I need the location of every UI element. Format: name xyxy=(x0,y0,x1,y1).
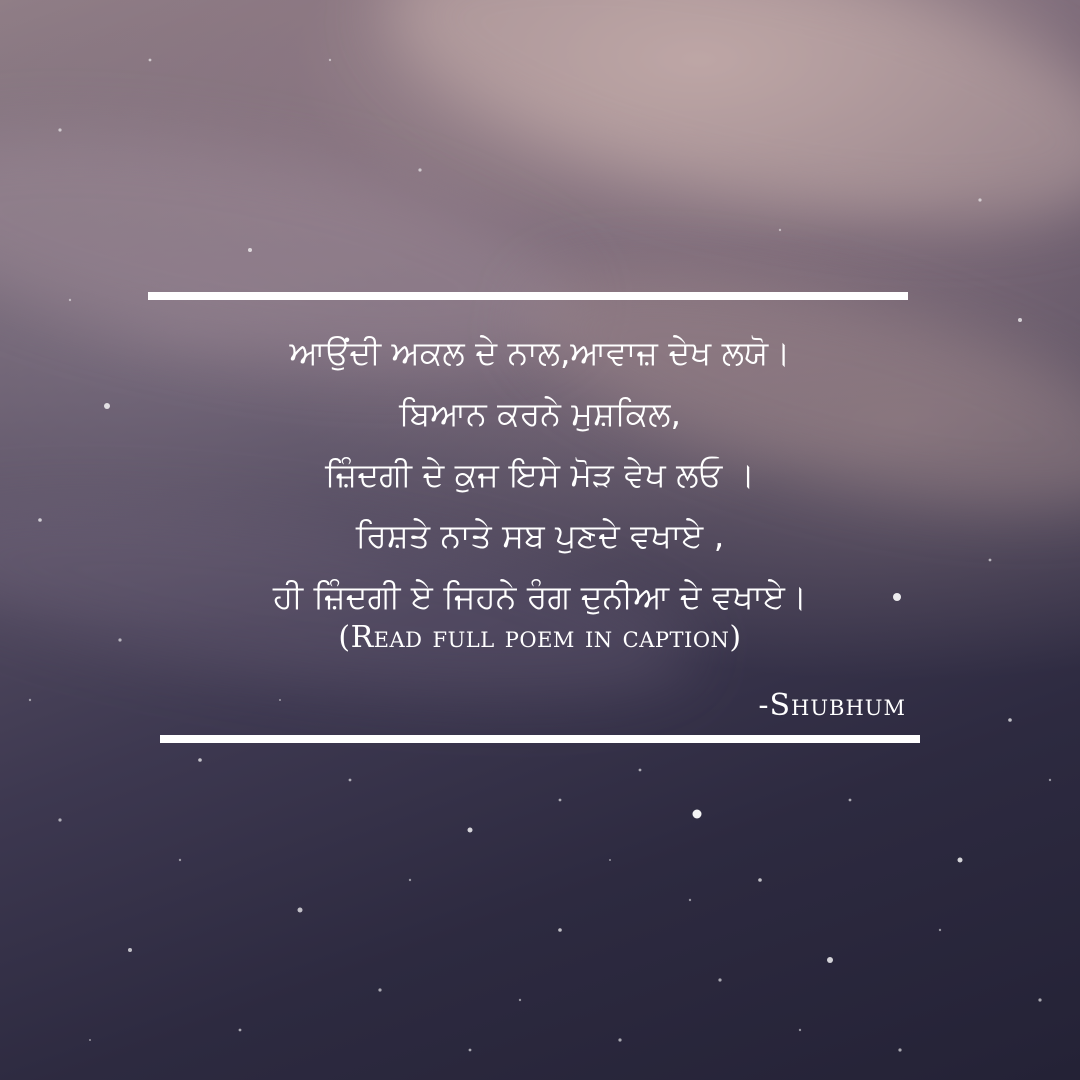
poem-text xyxy=(140,322,940,627)
poem-line: ਰਿਸ਼ਤੇ ਨਾਤੇ ਸਬ ਪੁਣਦੇ ਵਖਾਏ , xyxy=(355,516,725,555)
author-signature: -Shubhum xyxy=(758,688,906,723)
top-divider-line xyxy=(148,292,908,300)
poem-line: ਬਿਆਨ ਕਰਨੇ ਮੁਸ਼ਕਿਲ, xyxy=(399,394,681,433)
caption-note: (Read full poem in caption) xyxy=(338,620,742,655)
poem-line: ਆਉਂਦੀ ਅਕਲ ਦੇ ਨਾਲ,ਆਵਾਜ਼ ਦੇਖ ਲਯੋ। xyxy=(289,333,791,372)
poem-line: ਜ਼ਿੰਦਗੀ ਦੇ ਕੁਜ ਇਸੇ ਮੋੜ ਵੇਖ ਲਓ । xyxy=(325,455,755,494)
bottom-divider-line xyxy=(160,735,920,743)
poem-line: ਹੀ ਜ਼ਿੰਦਗੀ ਏ ਜਿਹਨੇ ਰੰਗ ਦੁਨੀਆ ਦੇ ਵਖਾਏ। xyxy=(272,577,808,616)
